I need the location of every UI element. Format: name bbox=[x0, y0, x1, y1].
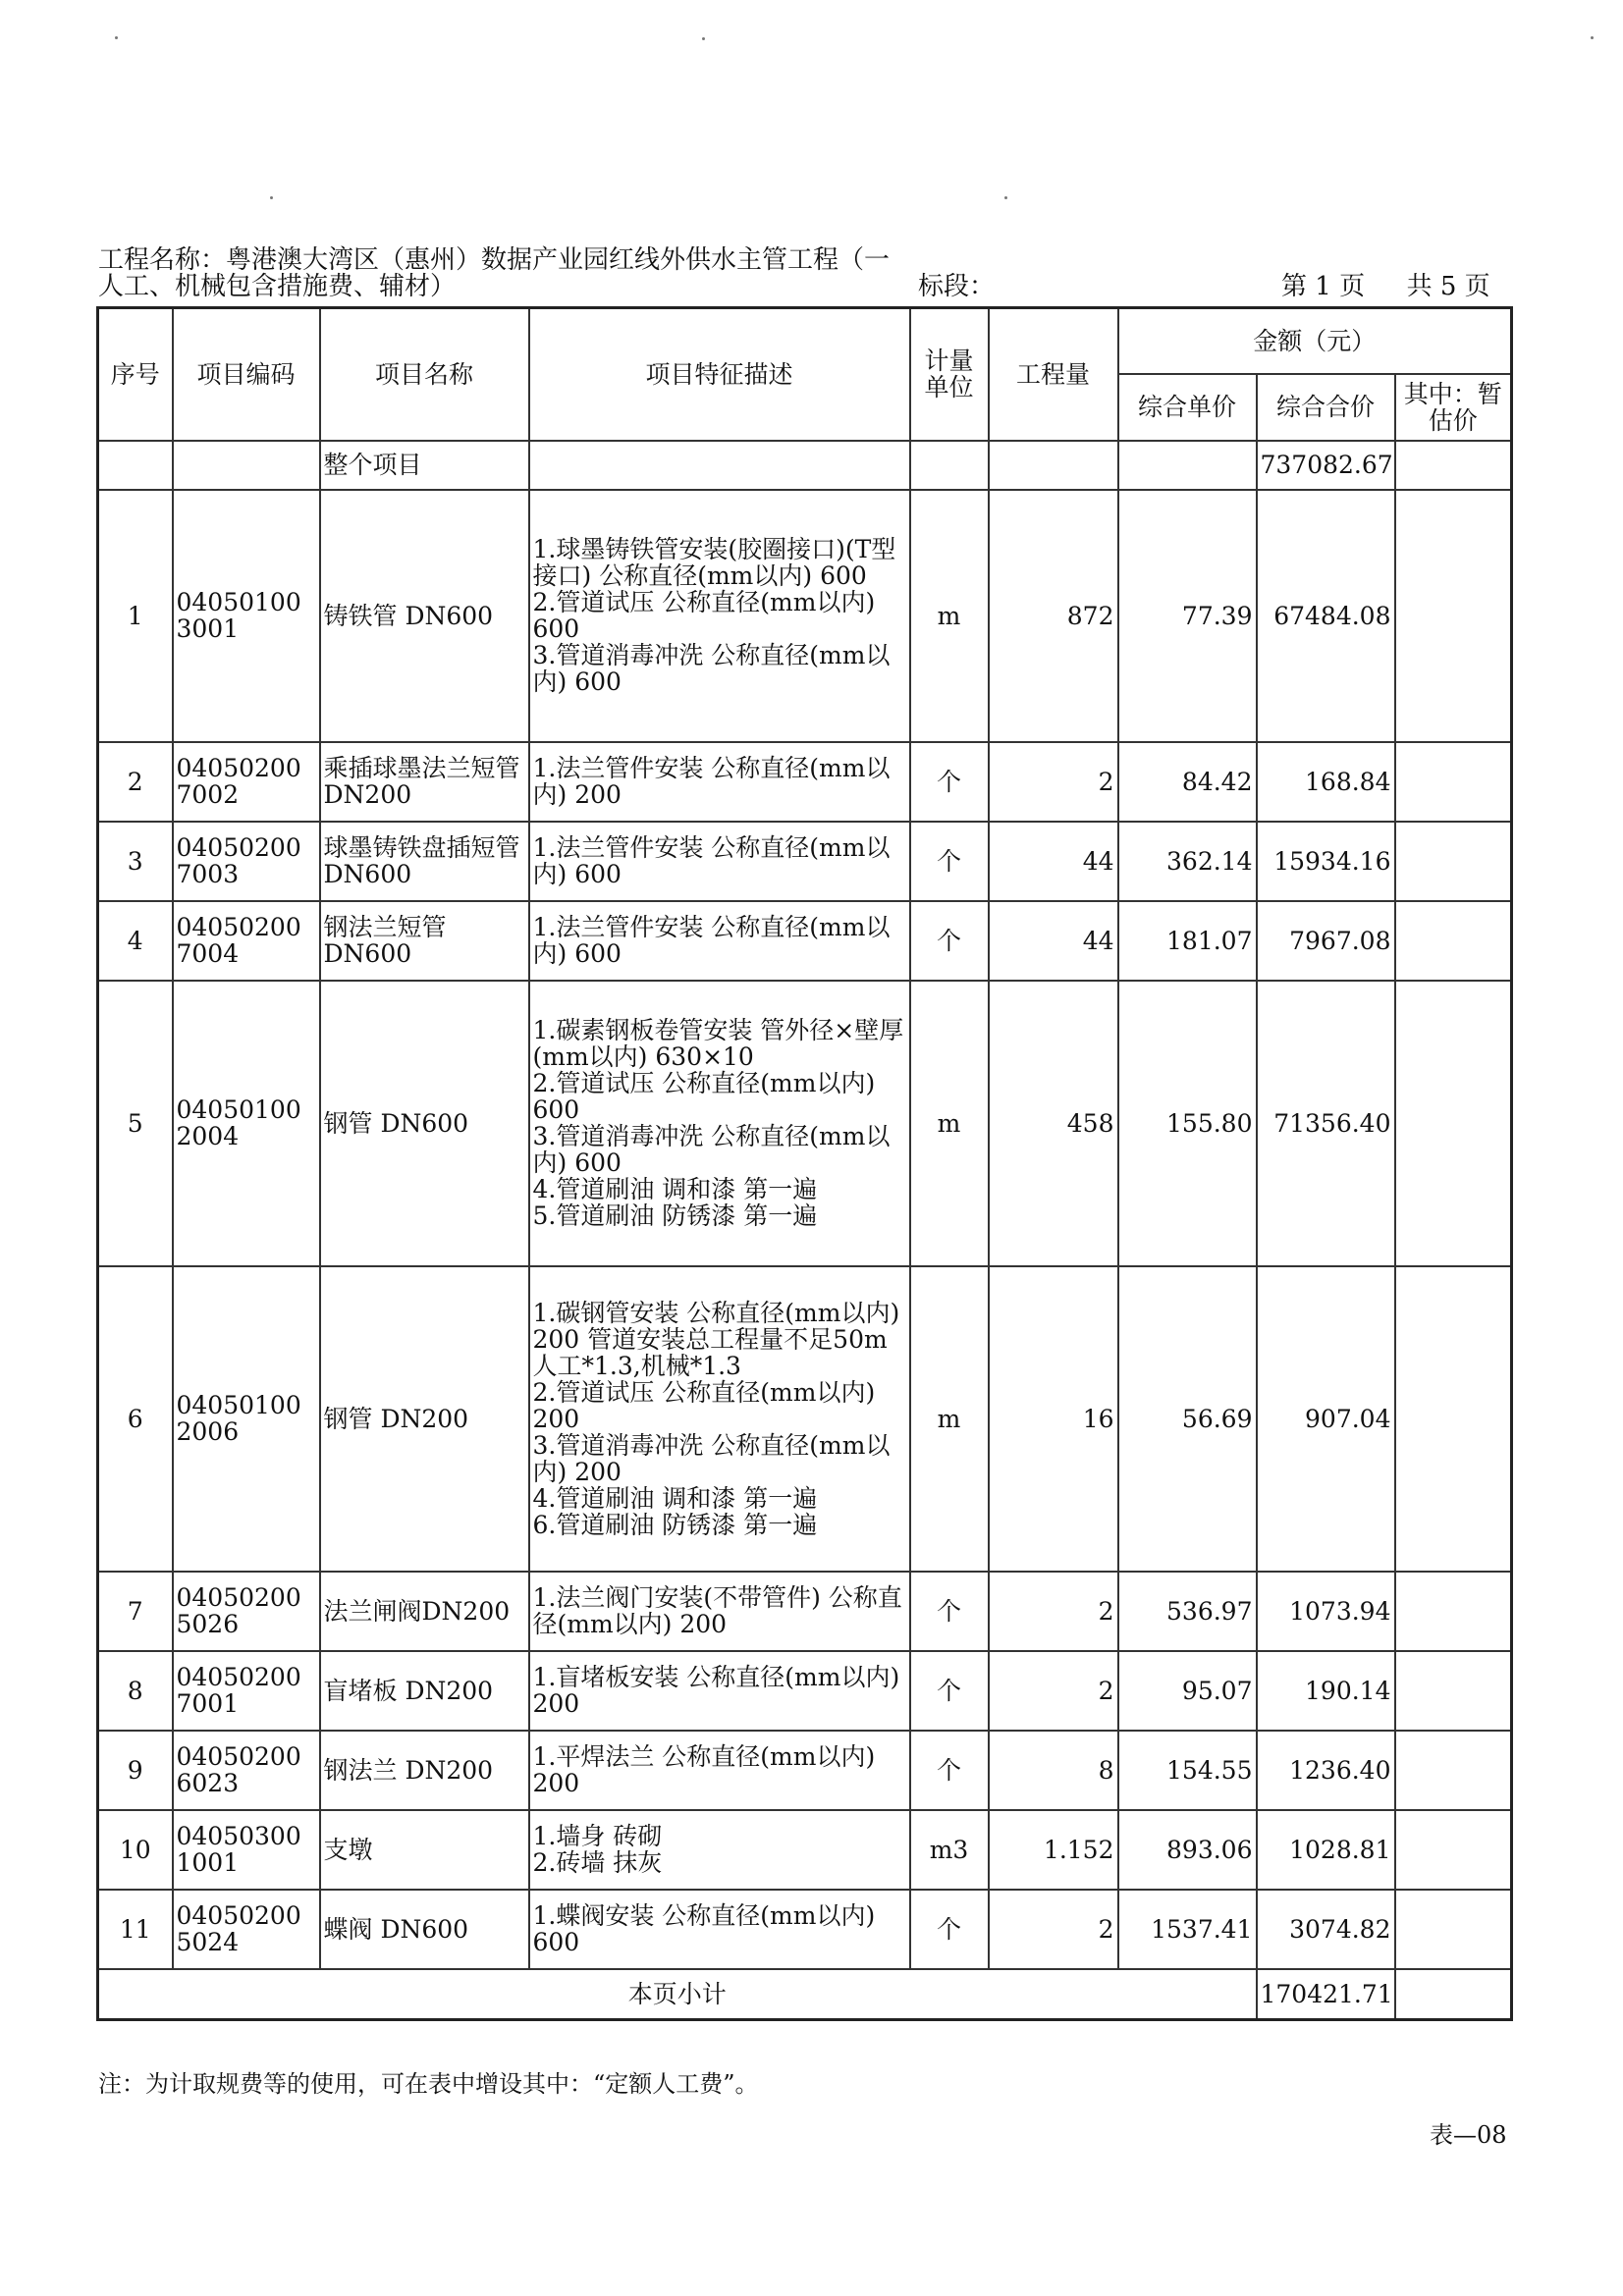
row-desc: 1.法兰管件安装 公称直径(mm以内) 600 bbox=[529, 822, 910, 901]
header-row bbox=[98, 308, 1512, 374]
row-total-price: 1028.81 bbox=[1257, 1810, 1395, 1890]
row-unit: 个 bbox=[910, 742, 989, 822]
table-row bbox=[98, 1572, 1512, 1651]
row-unit-price: 362.14 bbox=[1118, 822, 1257, 901]
table-row bbox=[98, 1731, 1512, 1810]
row-seq: 4 bbox=[98, 901, 173, 981]
row-qty: 2 bbox=[989, 742, 1118, 822]
row-desc: 1.墙身 砖砌 2.砖墙 抹灰 bbox=[529, 1810, 910, 1890]
col-header-provisional: 其中：暂估价 bbox=[1395, 374, 1512, 441]
row-desc: 1.蝶阀安装 公称直径(mm以内) 600 bbox=[529, 1890, 910, 1969]
col-header-code: 项目编码 bbox=[173, 308, 320, 441]
page-total: 共 5 页 bbox=[1406, 272, 1490, 301]
row-unit-price: 95.07 bbox=[1118, 1651, 1257, 1731]
row-desc: 1.法兰管件安装 公称直径(mm以内) 600 bbox=[529, 901, 910, 981]
row-unit: 个 bbox=[910, 1651, 989, 1731]
row-unit: m bbox=[910, 981, 989, 1266]
row-total-price: 907.04 bbox=[1257, 1266, 1395, 1572]
row-qty: 2 bbox=[989, 1651, 1118, 1731]
row-total-price: 7967.08 bbox=[1257, 901, 1395, 981]
table-row bbox=[98, 822, 1512, 901]
row-seq: 7 bbox=[98, 1572, 173, 1651]
row-code: 040502006023 bbox=[173, 1731, 320, 1810]
project-name-line2: 人工、机械包含措施费、辅材） bbox=[98, 272, 457, 301]
row-seq: 2 bbox=[98, 742, 173, 822]
row-total-price: 71356.40 bbox=[1257, 981, 1395, 1266]
row-unit-price: 181.07 bbox=[1118, 901, 1257, 981]
page-current: 第 1 页 bbox=[1281, 272, 1366, 301]
row-unit: 个 bbox=[910, 901, 989, 981]
row-provisional bbox=[1395, 1810, 1512, 1890]
row-unit: m bbox=[910, 490, 989, 742]
row-qty: 16 bbox=[989, 1266, 1118, 1572]
row-code: 040502007002 bbox=[173, 742, 320, 822]
table-row bbox=[98, 981, 1512, 1266]
table-row bbox=[98, 490, 1512, 742]
row-qty: 44 bbox=[989, 901, 1118, 981]
row-unit: 个 bbox=[910, 1572, 989, 1651]
row-total-price: 3074.82 bbox=[1257, 1890, 1395, 1969]
subtotal-row bbox=[98, 1969, 1512, 2020]
row-provisional bbox=[1395, 1266, 1512, 1572]
row-unit-price: 77.39 bbox=[1118, 490, 1257, 742]
row-code: 040501003001 bbox=[173, 490, 320, 742]
scan-speck bbox=[702, 37, 705, 40]
row-qty: 8 bbox=[989, 1731, 1118, 1810]
row-provisional bbox=[1395, 1651, 1512, 1731]
scan-speck bbox=[1591, 36, 1594, 39]
whole-project-total: 737082.67 bbox=[1257, 441, 1395, 490]
row-provisional bbox=[1395, 981, 1512, 1266]
row-name: 钢管 DN200 bbox=[320, 1266, 529, 1572]
subtotal-label: 本页小计 bbox=[98, 1969, 1257, 2020]
row-provisional bbox=[1395, 1572, 1512, 1651]
table-row bbox=[98, 1651, 1512, 1731]
row-qty: 2 bbox=[989, 1572, 1118, 1651]
row-name: 乘插球墨法兰短管 DN200 bbox=[320, 742, 529, 822]
col-header-seq: 序号 bbox=[98, 308, 173, 441]
row-unit-price: 1537.41 bbox=[1118, 1890, 1257, 1969]
row-unit: 个 bbox=[910, 1890, 989, 1969]
table-row bbox=[98, 1890, 1512, 1969]
row-provisional bbox=[1395, 901, 1512, 981]
row-qty: 2 bbox=[989, 1890, 1118, 1969]
row-desc: 1.碳钢管安装 公称直径(mm以内) 200 管道安装总工程量不足50m 人工*1.3,机械*1.3 2.管道试压 公称直径(mm以内) 200 3.管道消毒冲洗 公称直径(mm以内) 200 4.管道刷油 调和漆 第一遍 6.管道刷油 防锈漆 第一遍 bbox=[529, 1266, 910, 1572]
row-code: 040502007004 bbox=[173, 901, 320, 981]
whole-project-label: 整个项目 bbox=[320, 441, 529, 490]
row-seq: 5 bbox=[98, 981, 173, 1266]
project-name-line1: 工程名称：粤港澳大湾区（惠州）数据产业园红线外供水主管工程（一 bbox=[98, 245, 891, 275]
row-qty: 458 bbox=[989, 981, 1118, 1266]
col-header-qty: 工程量 bbox=[989, 308, 1118, 441]
row-seq: 11 bbox=[98, 1890, 173, 1969]
row-seq: 3 bbox=[98, 822, 173, 901]
row-code: 040502005024 bbox=[173, 1890, 320, 1969]
row-name: 盲堵板 DN200 bbox=[320, 1651, 529, 1731]
row-desc: 1.法兰管件安装 公称直径(mm以内) 200 bbox=[529, 742, 910, 822]
row-code: 040501002006 bbox=[173, 1266, 320, 1572]
whole-project-row bbox=[98, 441, 1512, 490]
row-provisional bbox=[1395, 822, 1512, 901]
row-code: 040502005026 bbox=[173, 1572, 320, 1651]
row-desc: 1.盲堵板安装 公称直径(mm以内) 200 bbox=[529, 1651, 910, 1731]
row-total-price: 190.14 bbox=[1257, 1651, 1395, 1731]
row-total-price: 1073.94 bbox=[1257, 1572, 1395, 1651]
section-label: 标段： bbox=[918, 272, 996, 301]
row-seq: 9 bbox=[98, 1731, 173, 1810]
col-header-unit: 计量单位 bbox=[910, 308, 989, 441]
row-unit-price: 536.97 bbox=[1118, 1572, 1257, 1651]
row-provisional bbox=[1395, 490, 1512, 742]
row-unit: 个 bbox=[910, 822, 989, 901]
footnote: 注：为计取规费等的使用，可在表中增设其中：“定额人工费”。 bbox=[98, 2070, 759, 2098]
row-unit-price: 893.06 bbox=[1118, 1810, 1257, 1890]
row-desc: 1.碳素钢板卷管安装 管外径×壁厚(mm以内) 630×10 2.管道试压 公称直径(mm以内) 600 3.管道消毒冲洗 公称直径(mm以内) 600 4.管道刷油 调和漆 第一遍 5.管道刷油 防锈漆 第一遍 bbox=[529, 981, 910, 1266]
row-provisional bbox=[1395, 742, 1512, 822]
row-desc: 1.法兰阀门安装(不带管件) 公称直径(mm以内) 200 bbox=[529, 1572, 910, 1651]
row-unit-price: 84.42 bbox=[1118, 742, 1257, 822]
table-row bbox=[98, 1810, 1512, 1890]
row-unit: m3 bbox=[910, 1810, 989, 1890]
table-row bbox=[98, 901, 1512, 981]
row-code: 040502007003 bbox=[173, 822, 320, 901]
row-seq: 10 bbox=[98, 1810, 173, 1890]
col-header-name: 项目名称 bbox=[320, 308, 529, 441]
row-provisional bbox=[1395, 1731, 1512, 1810]
row-provisional bbox=[1395, 1890, 1512, 1969]
row-seq: 1 bbox=[98, 490, 173, 742]
row-desc: 1.球墨铸铁管安装(胶圈接口)(T型接口) 公称直径(mm以内) 600 2.管道试压 公称直径(mm以内) 600 3.管道消毒冲洗 公称直径(mm以内) 600 bbox=[529, 490, 910, 742]
scan-speck bbox=[115, 36, 118, 39]
row-seq: 8 bbox=[98, 1651, 173, 1731]
row-name: 蝶阀 DN600 bbox=[320, 1890, 529, 1969]
row-name: 法兰闸阀DN200 bbox=[320, 1572, 529, 1651]
col-header-unit-price: 综合单价 bbox=[1118, 374, 1257, 441]
row-code: 040503001001 bbox=[173, 1810, 320, 1890]
row-code: 040502007001 bbox=[173, 1651, 320, 1731]
row-total-price: 15934.16 bbox=[1257, 822, 1395, 901]
row-qty: 44 bbox=[989, 822, 1118, 901]
scan-speck bbox=[1004, 196, 1007, 199]
row-qty: 1.152 bbox=[989, 1810, 1118, 1890]
row-name: 球墨铸铁盘插短管 DN600 bbox=[320, 822, 529, 901]
row-total-price: 67484.08 bbox=[1257, 490, 1395, 742]
bill-of-quantities-table bbox=[96, 306, 1513, 2021]
form-id: 表—08 bbox=[1430, 2121, 1507, 2149]
row-seq: 6 bbox=[98, 1266, 173, 1572]
row-qty: 872 bbox=[989, 490, 1118, 742]
row-unit: m bbox=[910, 1266, 989, 1572]
page-indicator bbox=[1281, 272, 1490, 301]
row-desc: 1.平焊法兰 公称直径(mm以内) 200 bbox=[529, 1731, 910, 1810]
row-name: 钢法兰短管 DN600 bbox=[320, 901, 529, 981]
row-name: 支墩 bbox=[320, 1810, 529, 1890]
row-name: 钢法兰 DN200 bbox=[320, 1731, 529, 1810]
subtotal-total: 170421.71 bbox=[1257, 1969, 1395, 2020]
row-total-price: 168.84 bbox=[1257, 742, 1395, 822]
row-unit: 个 bbox=[910, 1731, 989, 1810]
row-unit-price: 154.55 bbox=[1118, 1731, 1257, 1810]
row-name: 铸铁管 DN600 bbox=[320, 490, 529, 742]
row-unit-price: 56.69 bbox=[1118, 1266, 1257, 1572]
scan-speck bbox=[270, 196, 273, 199]
col-header-amount: 金额（元） bbox=[1118, 308, 1512, 374]
row-code: 040501002004 bbox=[173, 981, 320, 1266]
row-total-price: 1236.40 bbox=[1257, 1731, 1395, 1810]
row-name: 钢管 DN600 bbox=[320, 981, 529, 1266]
table-row bbox=[98, 1266, 1512, 1572]
row-unit-price: 155.80 bbox=[1118, 981, 1257, 1266]
col-header-total-price: 综合合价 bbox=[1257, 374, 1395, 441]
table-row bbox=[98, 742, 1512, 822]
col-header-desc: 项目特征描述 bbox=[529, 308, 910, 441]
